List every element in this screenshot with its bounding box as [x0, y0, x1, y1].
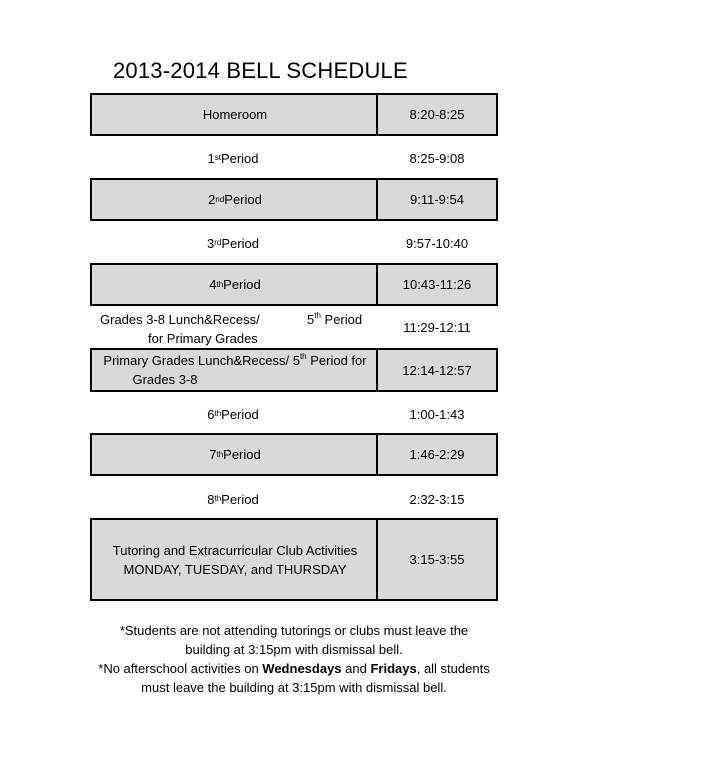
period-label: Tutoring and Extracurricular Club Activities MONDAY, TUESDAY, and THURSDAY [112, 542, 358, 577]
period-time: 10:43-11:26 [402, 277, 472, 292]
period-label: 1 st Period [207, 150, 259, 166]
period-label-5th: 5th Period [307, 311, 363, 327]
period-time: 9:57-10:40 [405, 235, 469, 251]
note-2-line1: *No afterschool activities on Wednesdays and Fridays, all students [98, 661, 490, 676]
note-1-line2: building at 3:15pm with dismissal bell. [185, 642, 403, 657]
schedule-row-7th [90, 433, 498, 476]
period-time: 11:29-12:11 [403, 320, 471, 335]
schedule-row-4th [90, 263, 498, 306]
period-time: 1:46-2:29 [409, 447, 465, 462]
schedule-row-3rd [90, 225, 498, 261]
period-time: 8:25-9:08 [409, 150, 465, 166]
period-label: 8 th Period [207, 491, 259, 507]
period-time: 9:11-9:54 [410, 192, 464, 207]
schedule-row-lunch-primary [90, 348, 498, 392]
period-label: Primary Grades Lunch&Recess/ 5th Period for Grades 3-8 [103, 352, 367, 387]
period-label-line2: for Primary Grades [148, 331, 258, 346]
schedule-row-homeroom [90, 93, 498, 136]
period-time: 3:15-3:55 [409, 552, 465, 567]
period-label: Homeroom [202, 107, 268, 122]
period-label: 4 th Period [209, 277, 261, 292]
schedule-row-tutoring [90, 518, 498, 601]
note-2-line2: must leave the building at 3:15pm with dismissal bell. [141, 680, 447, 695]
schedule-row-1st [90, 140, 498, 176]
schedule-row-8th [90, 481, 498, 517]
schedule-row-lunch-grades-3-8 [90, 312, 376, 348]
page-title: 2013-2014 BELL SCHEDULE [113, 58, 408, 83]
period-time: 1:00-1:43 [409, 406, 465, 422]
period-label: 6 th Period [207, 406, 259, 422]
period-label: 2 nd Period [208, 192, 262, 207]
schedule-row-6th [90, 396, 498, 432]
period-label: 3 rd Period [207, 235, 259, 251]
footnotes [80, 621, 508, 697]
period-time: 2:32-3:15 [409, 491, 465, 507]
period-label: 7 th Period [209, 447, 261, 462]
note-1-line1: *Students are not attending tutorings or clubs must leave the [119, 623, 469, 638]
period-label-line1: Grades 3-8 Lunch&Recess/ [100, 312, 260, 327]
period-time: 12:14-12:57 [402, 362, 472, 378]
period-time: 8:20-8:25 [409, 107, 465, 122]
schedule-row-2nd [90, 178, 498, 221]
